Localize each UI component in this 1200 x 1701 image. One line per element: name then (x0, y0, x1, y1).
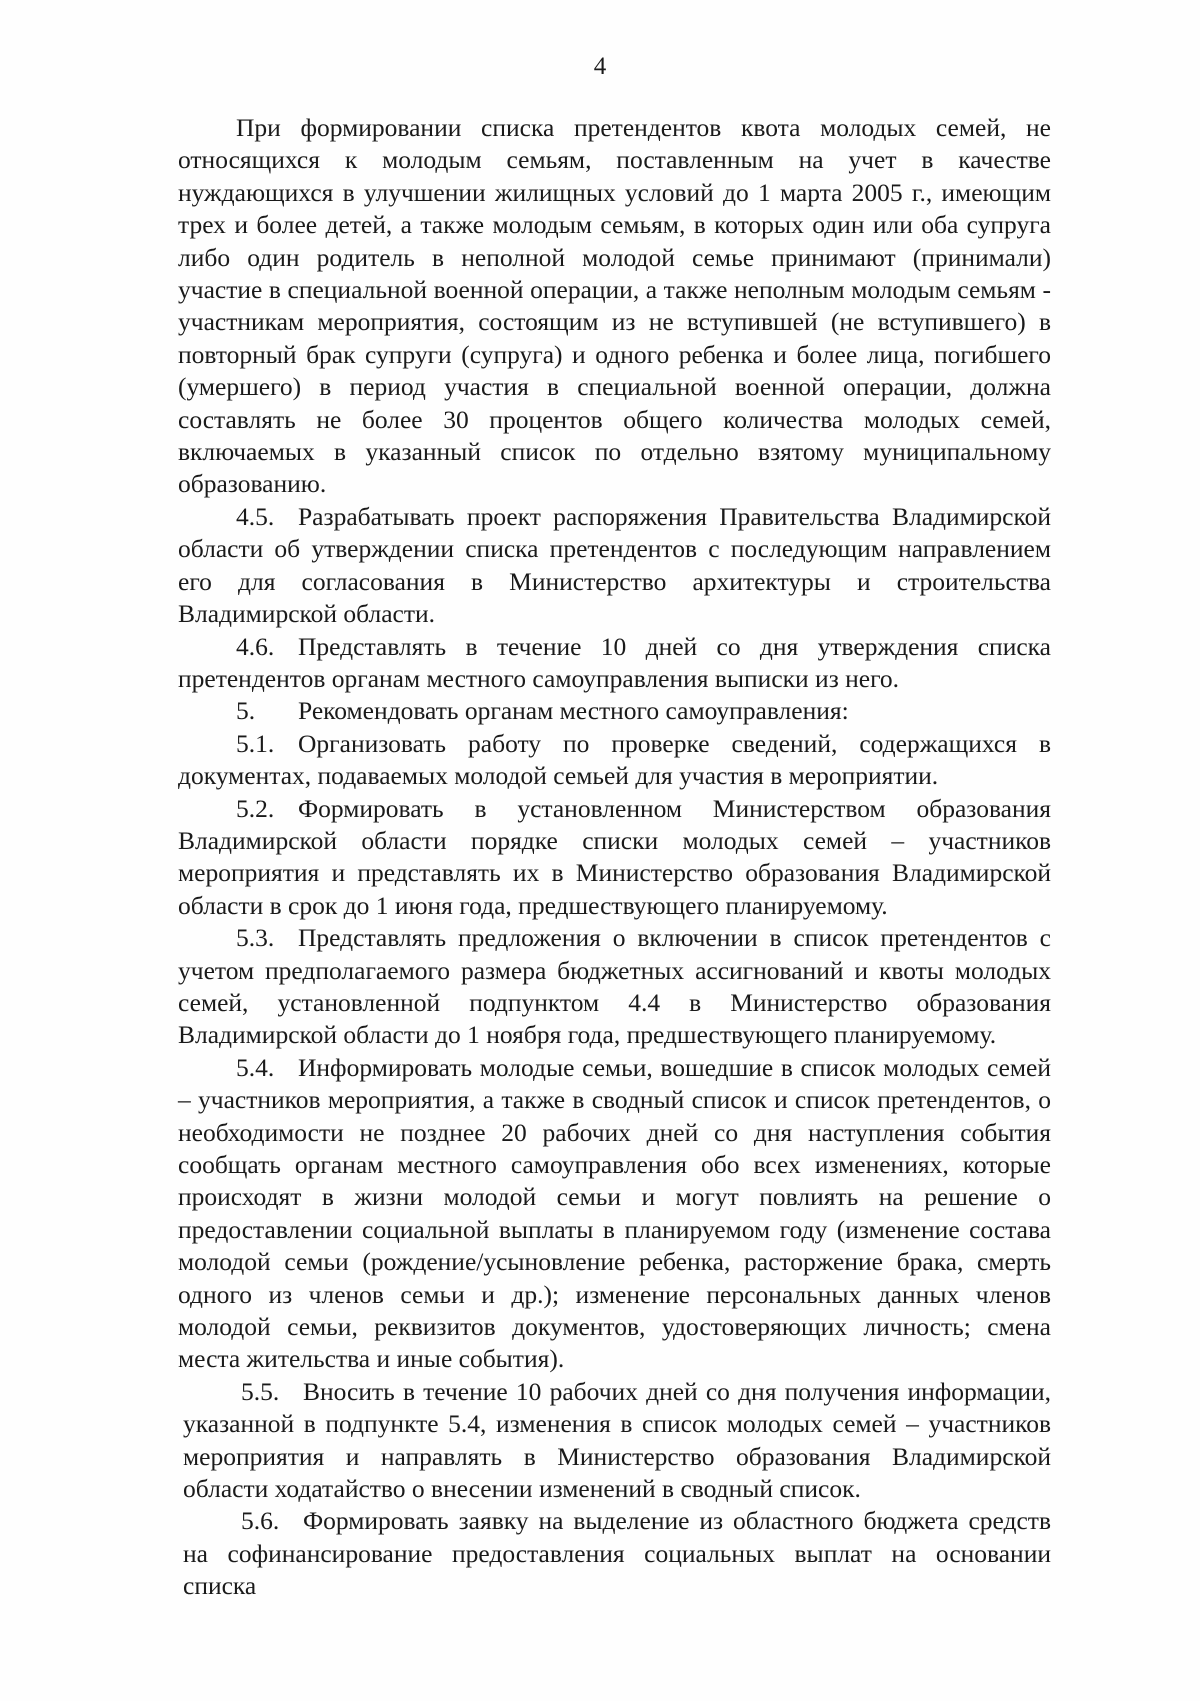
paragraph-text: Разрабатывать проект распоряжения Правительства Владимирской области об утверждении списка претендентов с последующим направлением его для согласования в Министерство архитектуры и строительства Владимирской области. (178, 501, 1051, 629)
paragraph-number: 5.1. (236, 728, 275, 758)
paragraph-number: 5.4. (236, 1052, 275, 1082)
paragraph-text: Информировать молодые семьи, вошедшие в список молодых семей – участников мероприятия, а также в сводный список и список претендентов, о необходимости не позднее 20 рабочих дней со дня наступления события сообщать органам местного самоуправления обо всех изменениях, которые происходят в жизни молодой семьи и могут повлиять на решение о предоставлении социальной выплаты в планируемом году (изменение состава молодой семьи (рождение/усыновление ребенка, расторжение брака, смерть одного из членов семьи и др.); изменение персональных данных членов молодой семьи, реквизитов документов, удостоверяющих личность; смена места жительства и иные события). (178, 1052, 1051, 1374)
paragraph-number: 4.6. (236, 631, 275, 661)
paragraph-text: Рекомендовать органам местного самоуправления: (298, 696, 849, 726)
paragraph-5-5 (183, 1376, 1051, 1506)
document-body (178, 112, 1051, 1603)
paragraph-5 (178, 695, 1051, 727)
paragraph-number: 5.3. (236, 923, 275, 953)
paragraph-5-2 (178, 793, 1051, 923)
paragraph-text: Вносить в течение 10 рабочих дней со дня получения информации, указанной в подпункте 5.4, изменения в список молодых семей – участников мероприятия и направлять в Министерство образования Владимирской области ходатайство о внесении изменений в сводный список. (183, 1376, 1051, 1504)
paragraph-text: Формировать в установленном Министерством образования Владимирской области порядке списки молодых семей – участников мероприятия и представлять их в Министерство образования Владимирской области в срок до 1 июня года, предшествующего планируемому. (178, 793, 1051, 920)
paragraph-4-6 (178, 631, 1051, 696)
paragraph-5-4 (178, 1052, 1051, 1376)
paragraph-number: 5. (236, 696, 256, 726)
paragraph-text: При формировании списка претендентов квота молодых семей, не относящихся к молодым семьям, поставленным на учет в качестве нуждающихся в улучшении жилищных условий до 1 марта 2005 г., имеющим трех и более детей, а также молодым семьям, в которых один или оба супруга либо один родитель в неполной молодой семье принимают (принимали) участие в специальной военной операции, а также неполным молодым семьям - участникам мероприятия, состоящим из не вступившей (не вступившего) в повторный брак супруги (супруга) и одного ребенка и более лица, погибшего (умершего) в период участия в специальной военной операции, должна составлять не более 30 процентов общего количества молодых семей, включаемых в указанный список по отдельно взятому муниципальному образованию. (178, 113, 1051, 499)
paragraph-text: Формировать заявку на выделение из областного бюджета средств на софинансирование предоставления социальных выплат на основании списка (183, 1506, 1051, 1601)
paragraph-number: 5.2. (236, 793, 275, 823)
paragraph-number: 5.6. (241, 1506, 280, 1536)
paragraph-text: Организовать работу по проверке сведений, содержащихся в документах, подаваемых молодой семьей для участия в мероприятии. (178, 728, 1051, 791)
page-number: 4 (593, 53, 607, 80)
paragraph-5-3 (178, 922, 1051, 1052)
paragraph-quota (178, 112, 1051, 501)
paragraph-text: Представлять предложения о включении в список претендентов с учетом предполагаемого размера бюджетных ассигнований и квоты молодых семей, установленной подпунктом 4.4 в Министерство образования Владимирской области до 1 ноября года, предшествующего планируемому. (178, 923, 1051, 1050)
paragraph-4-5 (178, 501, 1051, 631)
paragraph-number: 5.5. (241, 1376, 280, 1406)
paragraph-number: 4.5. (236, 501, 275, 531)
paragraph-text: Представлять в течение 10 дней со дня утверждения списка претендентов органам местного самоуправления выписки из него. (178, 631, 1051, 693)
paragraph-5-6 (183, 1505, 1051, 1602)
paragraph-5-1 (178, 728, 1051, 793)
